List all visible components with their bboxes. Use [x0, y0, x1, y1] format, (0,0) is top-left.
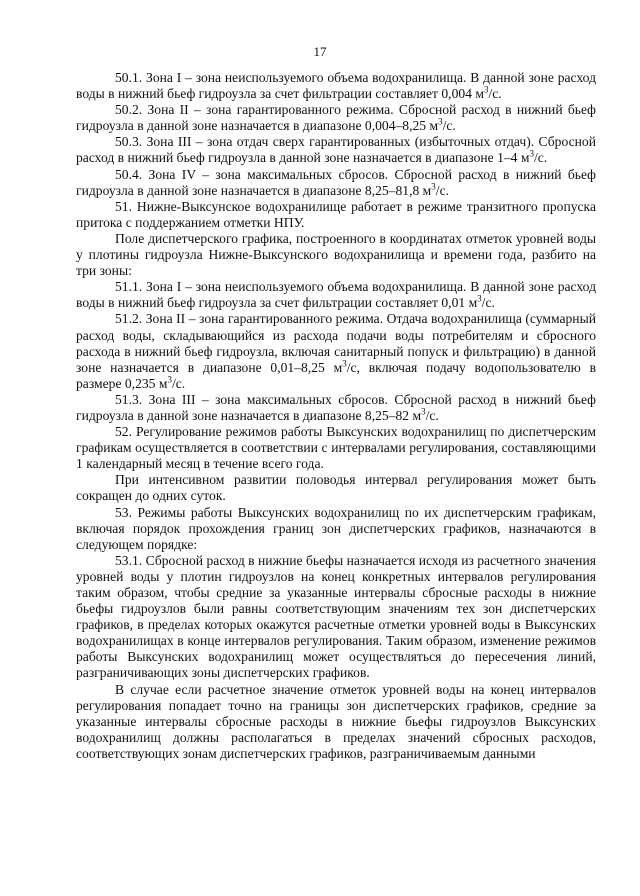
paragraph-p51-graph: Поле диспетчерского графика, построенного в координатах отметок уровней воды у плотины гидроузла Нижне-Выксунского водохранилища и времени года, разбито на три зоны:: [76, 230, 596, 279]
paragraph-p51-3: 51.3. Зона III – зона максимальных сбросов. Сбросной расход в нижний бьеф гидроузла в данной зоне назначается в диапазоне 8,25–82 $м^3/с$.: [76, 391, 596, 423]
paragraph-p51-2: 51.2. Зона II – зона гарантированного режима. Отдача водохранилища (суммарный расход воды, складывающийся из расхода подачи воды потребителям и сбросного расхода в нижний бьеф гидроузла, включая санитарный попуск и фильтрацию) в данной зоне назначается в диапазоне 0,01–8,25 $м^3/с$, включая подачу водопользователю в размере 0,235 $м^3/с$.: [76, 311, 596, 391]
paragraph-p53: 53. Режимы работы Выксунских водохранилищ по их диспетчерским графикам, включая порядок прохождения границ зон диспетчерских графиков, назначаются в следующем порядке:: [76, 504, 596, 552]
page-number: 17: [313, 44, 327, 59]
paragraph-p51-1: 51.1. Зона I – зона неиспользуемого объема водохранилища. В данной зоне расход воды в нижний бьеф гидроузла за счет фильтрации составляет 0,01 $м^3/с$.: [76, 279, 596, 311]
paragraph-p53-1: 53.1. Сбросной расход в нижние бьефы назначается исходя из расчетного значения уровней воды у плотин гидроузлов на конец конкретных интервалов регулирования таким образом, чтобы средние за указанные интервалы сбросные расходы в нижние бьефы гидроузлов были равны соответствующим значениям тех зон диспетчерских графиков, в пределах которых окажутся расчетные отметки уровней воды в Выксунских водохранилищах в конце интервалов регулирования. Таким образом, изменение режимов работы Выксунских водохранилищ может осуществляться до пересечения линий, разграничивающих зоны диспетчерских графиков.: [76, 552, 596, 681]
document-body: [76, 70, 596, 762]
paragraph-p53-case: В случае если расчетное значение отметок уровней воды на конец интервалов регулирования попадает точно на границы зон диспетчерских графиков, средние за указанные интервалы сбросные расходы в нижние бьефы гидроузлов Выксунских водохранилищ должны располагаться в пределах значений сбросных расходов, соответствующих зонам диспетчерских графиков, разграничиваемым данными: [76, 681, 596, 761]
paragraph-p51: 51. Нижне-Выксунское водохранилище работает в режиме транзитного пропуска притока с поддержанием отметки НПУ.: [76, 198, 596, 230]
paragraph-p50-3: 50.3. Зона III – зона отдач сверх гарантированных (избыточных отдач). Сбросной расход в нижний бьеф гидроузла в данной зоне назначается в диапазоне 1–4 $м^3/с$.: [76, 134, 596, 166]
paragraph-p50-2: 50.2. Зона II – зона гарантированного режима. Сбросной расход в нижний бьеф гидроузла в данной зоне назначается в диапазоне 0,004–8,25 $м^3/с$.: [76, 102, 596, 134]
paragraph-p50-4: 50.4. Зона IV – зона максимальных сбросов. Сбросной расход в нижний бьеф гидроузла в данной зоне назначается в диапазоне 8,25–81,8 $м^3/с$.: [76, 166, 596, 198]
paragraph-p50-1: 50.1. Зона I – зона неиспользуемого объема водохранилища. В данной зоне расход воды в нижний бьеф гидроузла за счет фильтрации составляет 0,004 $м^3/с$.: [76, 70, 596, 102]
paragraph-p52: 52. Регулирование режимов работы Выксунских водохранилищ по диспетчерским графикам осуществляется в соответствии с интервалами регулирования, составляющими 1 календарный месяц в течение всего года.: [76, 424, 596, 472]
paragraph-p52-flood: При интенсивном развитии половодья интервал регулирования может быть сокращен до одних суток.: [76, 472, 596, 504]
